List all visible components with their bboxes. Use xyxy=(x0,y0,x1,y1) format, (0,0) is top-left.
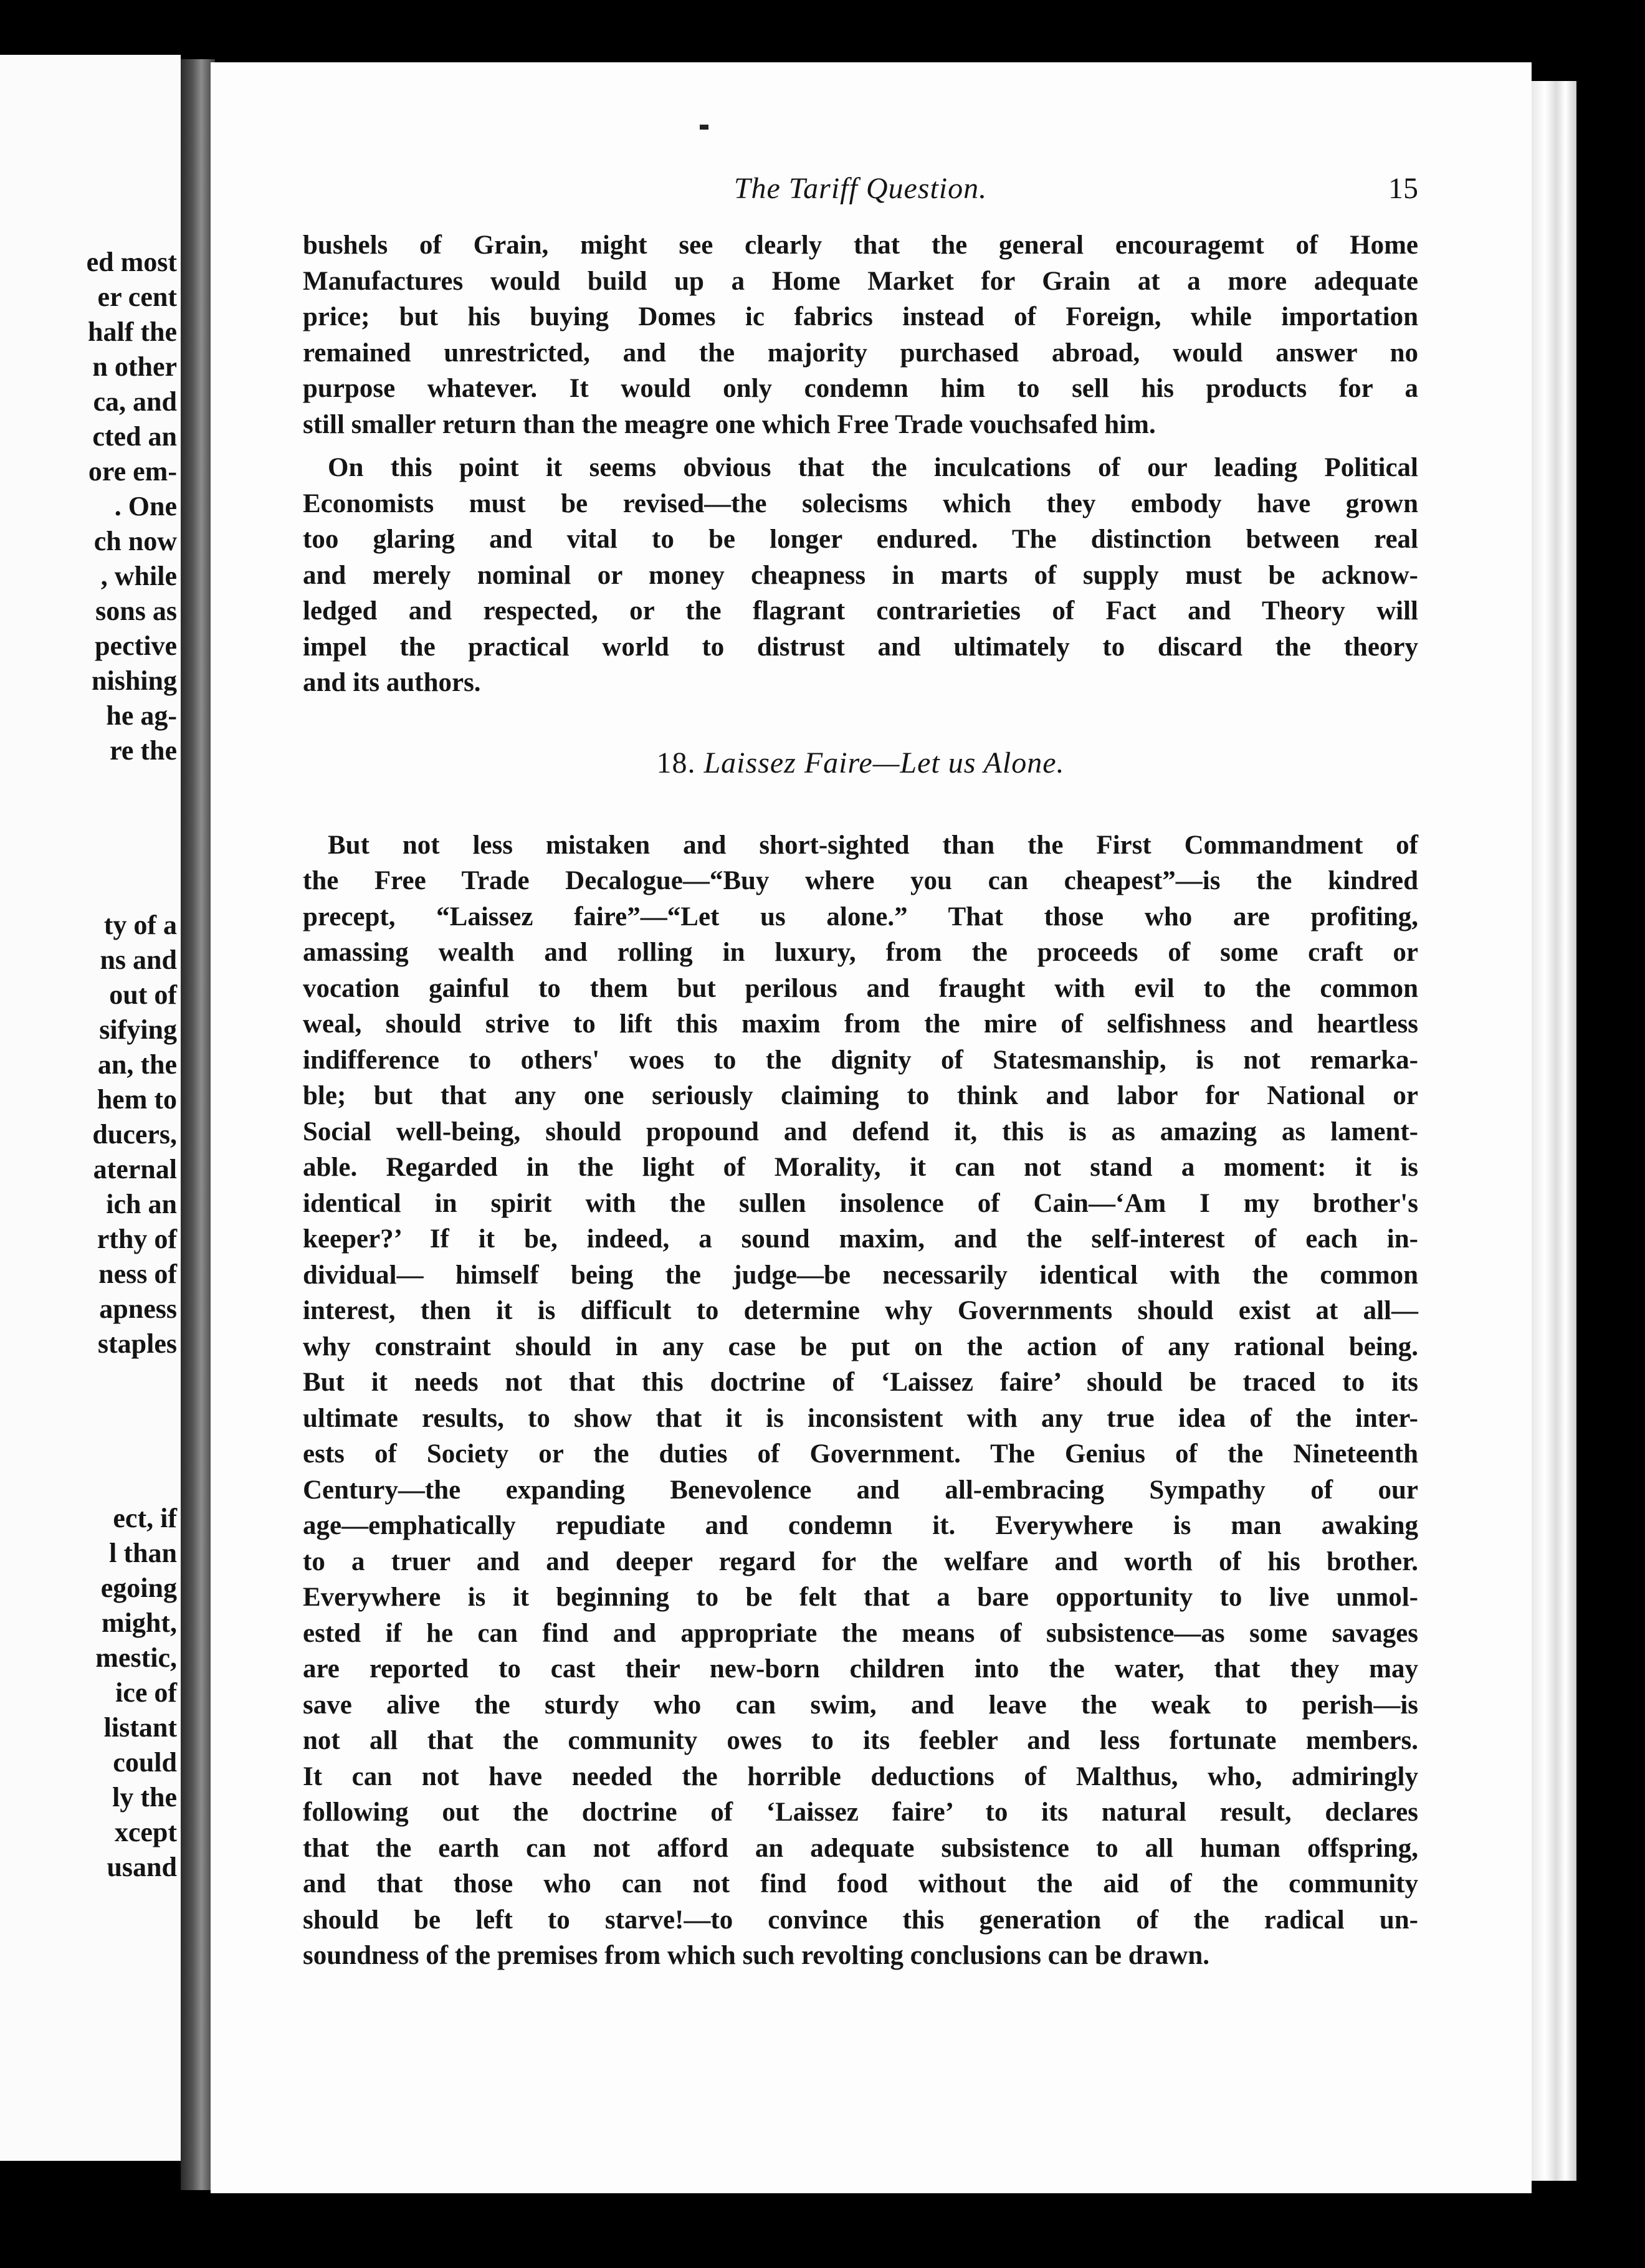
text-line: soundness of the premises from which such revolting conclusions can be drawn. xyxy=(303,1941,1209,1970)
left-page-line: rthy of xyxy=(97,1224,177,1254)
left-page-line: staples xyxy=(97,1328,177,1359)
text-line: Everywhere is it beginning to be felt that a bare opportunity to live unmol- xyxy=(303,1583,1418,1612)
text-line: keeper?’ If it be, indeed, a sound maxim, and the self-interest of each in- xyxy=(303,1224,1418,1254)
left-page-line: out of xyxy=(109,979,177,1010)
left-page-line: . One xyxy=(114,491,177,522)
left-page-line: an, the xyxy=(97,1049,177,1080)
text-line: Economists must be revised—the solecisms which they embody have grown xyxy=(303,488,1418,518)
text-line: price; but his buying Domes ic fabrics instead of Foreign, while importation xyxy=(303,302,1418,331)
text-line: weal, should strive to lift this maxim from the mire of selfishness and heartless xyxy=(303,1009,1418,1039)
text-line: why constraint should in any case be put on the action of any rational being. xyxy=(303,1332,1418,1361)
left-page-line: listant xyxy=(103,1712,177,1743)
left-page-line: ness of xyxy=(98,1259,177,1289)
opening-paragraphs xyxy=(303,227,1418,701)
left-facing-page xyxy=(0,55,181,2161)
text-line: and merely nominal or money cheapness in marts of supply must be acknow- xyxy=(303,560,1418,590)
left-page-line: ich an xyxy=(106,1189,177,1219)
left-page-line: sifying xyxy=(99,1014,177,1045)
left-page-line: re the xyxy=(110,735,177,766)
text-line: identical in spirit with the sullen insolence of Cain—‘Am I my brother's xyxy=(303,1188,1418,1218)
running-title: The Tariff Question. xyxy=(733,172,988,205)
left-page-line: mestic, xyxy=(95,1642,177,1673)
book-gutter xyxy=(181,59,215,2190)
text-line: age—emphatically repudiate and condemn it. Everywhere is man awaking xyxy=(303,1511,1418,1540)
text-line: indifference to others' woes to the dignity of Statesmanship, is not remarka- xyxy=(303,1045,1418,1075)
left-page-line: half the xyxy=(88,317,177,347)
left-page-line: l than xyxy=(109,1538,177,1568)
paragraph xyxy=(303,227,1418,442)
left-page-line: might, xyxy=(102,1608,177,1638)
text-line: following out the doctrine of ‘Laissez faire’ to its natural result, declares xyxy=(303,1798,1418,1827)
paragraph xyxy=(303,827,1418,1974)
left-page-text-fragment xyxy=(87,245,177,1885)
left-page-line: sons as xyxy=(95,596,177,626)
text-line: amassing wealth and rolling in luxury, from the proceeds of some craft or xyxy=(303,938,1418,967)
text-line: that the earth can not afford an adequate subsistence to all human offspring, xyxy=(303,1833,1418,1863)
running-head xyxy=(303,171,1418,227)
text-line: Social well-being, should propound and defend it, this is as amazing as lament- xyxy=(303,1117,1418,1146)
text-line: ble; but that any one seriously claiming to think and labor for National or xyxy=(303,1081,1418,1110)
left-page-line: ns and xyxy=(100,945,177,975)
text-line: ested if he can find and appropriate the means of subsistence—as some savages xyxy=(303,1618,1418,1648)
left-page-line: cted an xyxy=(92,421,177,452)
left-page-line: ca, and xyxy=(93,386,177,417)
text-line: should be left to starve!—to convince this generation of the radical un- xyxy=(303,1905,1418,1935)
text-line: impel the practical world to distrust and ultimately to discard the theory xyxy=(303,632,1418,662)
left-page-line: ch now xyxy=(93,526,177,556)
text-line: bushels of Grain, might see clearly that the general encouragemt of Home xyxy=(303,231,1418,260)
text-line: ledged and respected, or the flagrant contrarieties of Fact and Theory will xyxy=(303,596,1418,626)
left-page-line: ty of a xyxy=(103,910,177,940)
left-page-line: ect, if xyxy=(113,1503,177,1533)
text-line: the Free Trade Decalogue—“Buy where you can cheapest”—is the kindred xyxy=(303,866,1418,895)
text-line: It can not have needed the horrible deductions of Malthus, who, admiringly xyxy=(303,1761,1418,1791)
text-line: remained unrestricted, and the majority purchased abroad, would answer no xyxy=(303,338,1418,368)
text-line: and its authors. xyxy=(303,668,481,697)
left-page-line xyxy=(87,768,177,803)
left-page-line xyxy=(87,873,177,908)
left-page-line: aternal xyxy=(93,1154,177,1184)
text-line: interest, then it is difficult to determine why Governments should exist at all— xyxy=(303,1296,1418,1325)
left-page-line: he ag- xyxy=(106,700,177,731)
text-line: and that those who can not find food without the aid of the community xyxy=(303,1869,1418,1899)
text-line: to a truer and and deeper regard for the welfare and worth of his brother. xyxy=(303,1546,1418,1576)
text-line: vocation gainful to them but perilous and fraught with evil to the common xyxy=(303,973,1418,1003)
left-page-line: nishing xyxy=(92,665,177,696)
left-page-line: usand xyxy=(107,1852,177,1882)
page-edge xyxy=(1532,81,1576,2181)
text-line: are reported to cast their new-born children into the water, that they may xyxy=(303,1654,1418,1684)
text-line: purpose whatever. It would only condemn him to sell his products for a xyxy=(303,374,1418,403)
left-page-line: , while xyxy=(100,561,177,591)
text-line: ultimate results, to show that it is inconsistent with any true idea of the inter- xyxy=(303,1403,1418,1433)
left-page-line: n other xyxy=(92,351,177,382)
page-text-block xyxy=(303,171,1418,1974)
section-title: Laissez Faire—Let us Alone. xyxy=(703,746,1065,779)
print-mark xyxy=(700,125,708,130)
paragraph xyxy=(303,450,1418,701)
text-line: ests of Society or the duties of Government. The Genius of the Nineteenth xyxy=(303,1439,1418,1469)
left-page-line xyxy=(87,803,177,838)
text-line: precept, “Laissez faire”—“Let us alone.” That those who are profiting, xyxy=(303,902,1418,932)
text-line: Manufactures would build up a Home Market for Grain at a more adequate xyxy=(303,266,1418,296)
left-page-line xyxy=(87,1396,177,1431)
text-line: dividual— himself being the judge—be necessarily identical with the common xyxy=(303,1260,1418,1290)
left-page-line: ore em- xyxy=(88,456,177,487)
section-body xyxy=(303,827,1418,1974)
text-line: too glaring and vital to be longer endured. The distinction between real xyxy=(303,525,1418,554)
right-page xyxy=(211,62,1532,2193)
page-number: 15 xyxy=(1388,172,1418,205)
left-page-line: xcept xyxy=(114,1817,177,1847)
text-line: On this point it seems obvious that the inculcations of our leading Political xyxy=(328,453,1418,482)
left-page-line: ly the xyxy=(112,1782,177,1813)
text-line: But it needs not that this doctrine of ‘Laissez faire’ should be traced to its xyxy=(303,1368,1418,1397)
left-page-line: ed most xyxy=(86,247,177,277)
left-page-line: er cent xyxy=(97,282,177,312)
text-line: But not less mistaken and short-sighted than the First Commandment of xyxy=(328,830,1418,860)
left-page-line: hem to xyxy=(97,1084,177,1115)
text-line: still smaller return than the meagre one which Free Trade vouchsafed him. xyxy=(303,409,1156,439)
left-page-line xyxy=(87,838,177,873)
left-page-line: pective xyxy=(95,631,177,661)
left-page-line xyxy=(87,1466,177,1501)
section-number: 18. xyxy=(656,746,696,779)
left-page-line: ice of xyxy=(115,1677,177,1708)
text-line: not all that the community owes to its feebler and less fortunate members. xyxy=(303,1726,1418,1755)
left-page-line xyxy=(87,1361,177,1396)
section-heading xyxy=(303,746,1418,780)
text-line: save alive the sturdy who can swim, and leave the weak to perish—is xyxy=(303,1690,1418,1720)
left-page-line xyxy=(87,1431,177,1466)
text-line: Century—the expanding Benevolence and all-embracing Sympathy of our xyxy=(303,1475,1418,1505)
text-line: able. Regarded in the light of Morality, it can not stand a moment: it is xyxy=(303,1153,1418,1182)
left-page-line: ducers, xyxy=(92,1119,177,1150)
left-page-line: egoing xyxy=(100,1573,177,1603)
left-page-line: apness xyxy=(99,1294,177,1324)
left-page-line: could xyxy=(113,1747,177,1778)
